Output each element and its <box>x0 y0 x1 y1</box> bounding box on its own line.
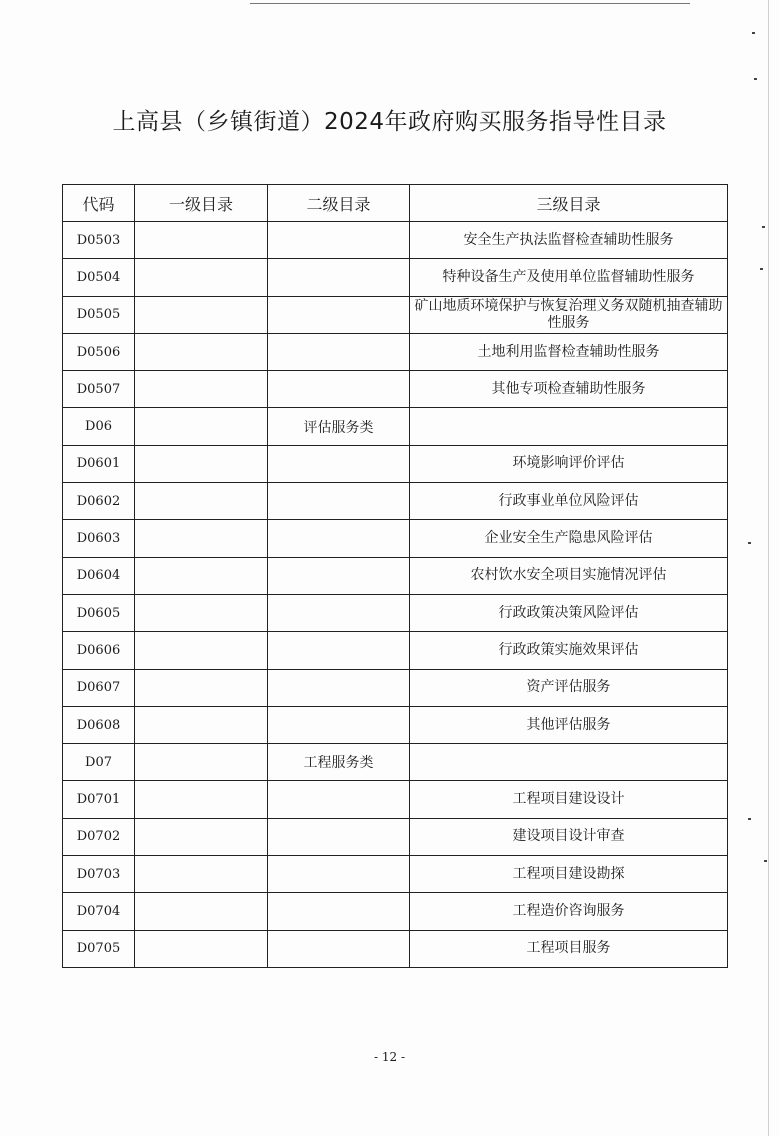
level1-cell <box>135 408 268 445</box>
level3-cell: 工程项目服务 <box>410 930 728 967</box>
level1-cell <box>135 856 268 893</box>
level3-cell: 企业安全生产隐患风险评估 <box>410 520 728 557</box>
table-row <box>63 259 728 296</box>
level2-cell <box>268 781 410 818</box>
table-row <box>63 893 728 930</box>
level2-cell <box>268 371 410 408</box>
code-cell: D0703 <box>63 856 135 893</box>
level3-cell: 工程项目建设勘探 <box>410 856 728 893</box>
level3-cell: 工程项目建设设计 <box>410 781 728 818</box>
level1-cell <box>135 632 268 669</box>
table-row <box>63 856 728 893</box>
level2-cell <box>268 818 410 855</box>
level1-cell <box>135 520 268 557</box>
code-cell: D0602 <box>63 483 135 520</box>
level1-cell <box>135 483 268 520</box>
code-cell: D0503 <box>63 222 135 259</box>
level2-cell <box>268 259 410 296</box>
table-row <box>63 520 728 557</box>
level2-cell <box>268 930 410 967</box>
level1-cell <box>135 669 268 706</box>
table-row <box>63 445 728 482</box>
level1-cell <box>135 893 268 930</box>
level2-cell <box>268 520 410 557</box>
code-cell: D0605 <box>63 594 135 631</box>
document-title: 上高县（乡镇街道）2024年政府购买服务指导性目录 <box>112 109 667 135</box>
code-cell: D0607 <box>63 669 135 706</box>
scan-speck <box>752 32 755 34</box>
level1-cell <box>135 259 268 296</box>
level2-cell <box>268 445 410 482</box>
level1-cell <box>135 333 268 370</box>
scan-speck <box>764 860 767 862</box>
level2-cell: 评估服务类 <box>268 408 410 445</box>
level3-cell: 矿山地质环境保护与恢复治理义务双随机抽查辅助性服务 <box>410 296 728 333</box>
table-row <box>63 781 728 818</box>
level3-cell: 农村饮水安全项目实施情况评估 <box>410 557 728 594</box>
column-header-code: 代码 <box>63 185 135 222</box>
level2-cell: 工程服务类 <box>268 744 410 781</box>
table-row <box>63 632 728 669</box>
code-cell: D06 <box>63 408 135 445</box>
level3-cell: 行政政策实施效果评估 <box>410 632 728 669</box>
table-row <box>63 930 728 967</box>
level2-cell <box>268 222 410 259</box>
level2-cell <box>268 483 410 520</box>
level1-cell <box>135 781 268 818</box>
level1-cell <box>135 706 268 743</box>
level1-cell <box>135 930 268 967</box>
table-header-row <box>63 185 728 222</box>
code-cell: D0506 <box>63 333 135 370</box>
level2-cell <box>268 893 410 930</box>
page-number: - 12 - <box>373 1050 405 1064</box>
scan-speck <box>760 268 763 270</box>
level1-cell <box>135 818 268 855</box>
level1-cell <box>135 445 268 482</box>
level2-cell <box>268 557 410 594</box>
level3-cell: 其他专项检查辅助性服务 <box>410 371 728 408</box>
level3-cell: 安全生产执法监督检查辅助性服务 <box>410 222 728 259</box>
level2-cell <box>268 856 410 893</box>
code-cell: D0608 <box>63 706 135 743</box>
scan-speck <box>754 78 757 80</box>
table-row <box>63 371 728 408</box>
column-header-level3: 三级目录 <box>410 185 728 222</box>
table-row <box>63 222 728 259</box>
table-row <box>63 706 728 743</box>
table-row <box>63 669 728 706</box>
code-cell: D0601 <box>63 445 135 482</box>
scan-speck <box>762 226 765 228</box>
code-cell: D0701 <box>63 781 135 818</box>
table-row <box>63 744 728 781</box>
scan-speck <box>748 818 751 820</box>
level3-cell: 其他评估服务 <box>410 706 728 743</box>
table-row <box>63 818 728 855</box>
level3-cell <box>410 744 728 781</box>
level1-cell <box>135 296 268 333</box>
code-cell: D0603 <box>63 520 135 557</box>
level3-cell: 环境影响评价评估 <box>410 445 728 482</box>
table-row <box>63 483 728 520</box>
code-cell: D0504 <box>63 259 135 296</box>
level1-cell <box>135 371 268 408</box>
level3-cell: 行政政策决策风险评估 <box>410 594 728 631</box>
level3-cell: 建设项目设计审查 <box>410 818 728 855</box>
level2-cell <box>268 296 410 333</box>
level2-cell <box>268 333 410 370</box>
table-row <box>63 333 728 370</box>
level2-cell <box>268 632 410 669</box>
level1-cell <box>135 557 268 594</box>
level1-cell <box>135 222 268 259</box>
level1-cell <box>135 744 268 781</box>
code-cell: D0705 <box>63 930 135 967</box>
level2-cell <box>268 669 410 706</box>
code-cell: D0606 <box>63 632 135 669</box>
code-cell: D0604 <box>63 557 135 594</box>
table-row <box>63 557 728 594</box>
level3-cell: 特种设备生产及使用单位监督辅助性服务 <box>410 259 728 296</box>
code-cell: D0505 <box>63 296 135 333</box>
code-cell: D0704 <box>63 893 135 930</box>
column-header-level2: 二级目录 <box>268 185 410 222</box>
table-row <box>63 296 728 333</box>
table-row <box>63 408 728 445</box>
catalog-table <box>62 184 728 968</box>
level3-cell: 工程造价咨询服务 <box>410 893 728 930</box>
scan-edge-line <box>250 3 690 4</box>
scan-speck <box>748 542 751 544</box>
level3-cell: 行政事业单位风险评估 <box>410 483 728 520</box>
level3-cell <box>410 408 728 445</box>
scan-edge-line <box>768 0 769 1136</box>
level3-cell: 土地利用监督检查辅助性服务 <box>410 333 728 370</box>
code-cell: D0507 <box>63 371 135 408</box>
level2-cell <box>268 706 410 743</box>
code-cell: D0702 <box>63 818 135 855</box>
level2-cell <box>268 594 410 631</box>
code-cell: D07 <box>63 744 135 781</box>
column-header-level1: 一级目录 <box>135 185 268 222</box>
level1-cell <box>135 594 268 631</box>
table-row <box>63 594 728 631</box>
level3-cell: 资产评估服务 <box>410 669 728 706</box>
